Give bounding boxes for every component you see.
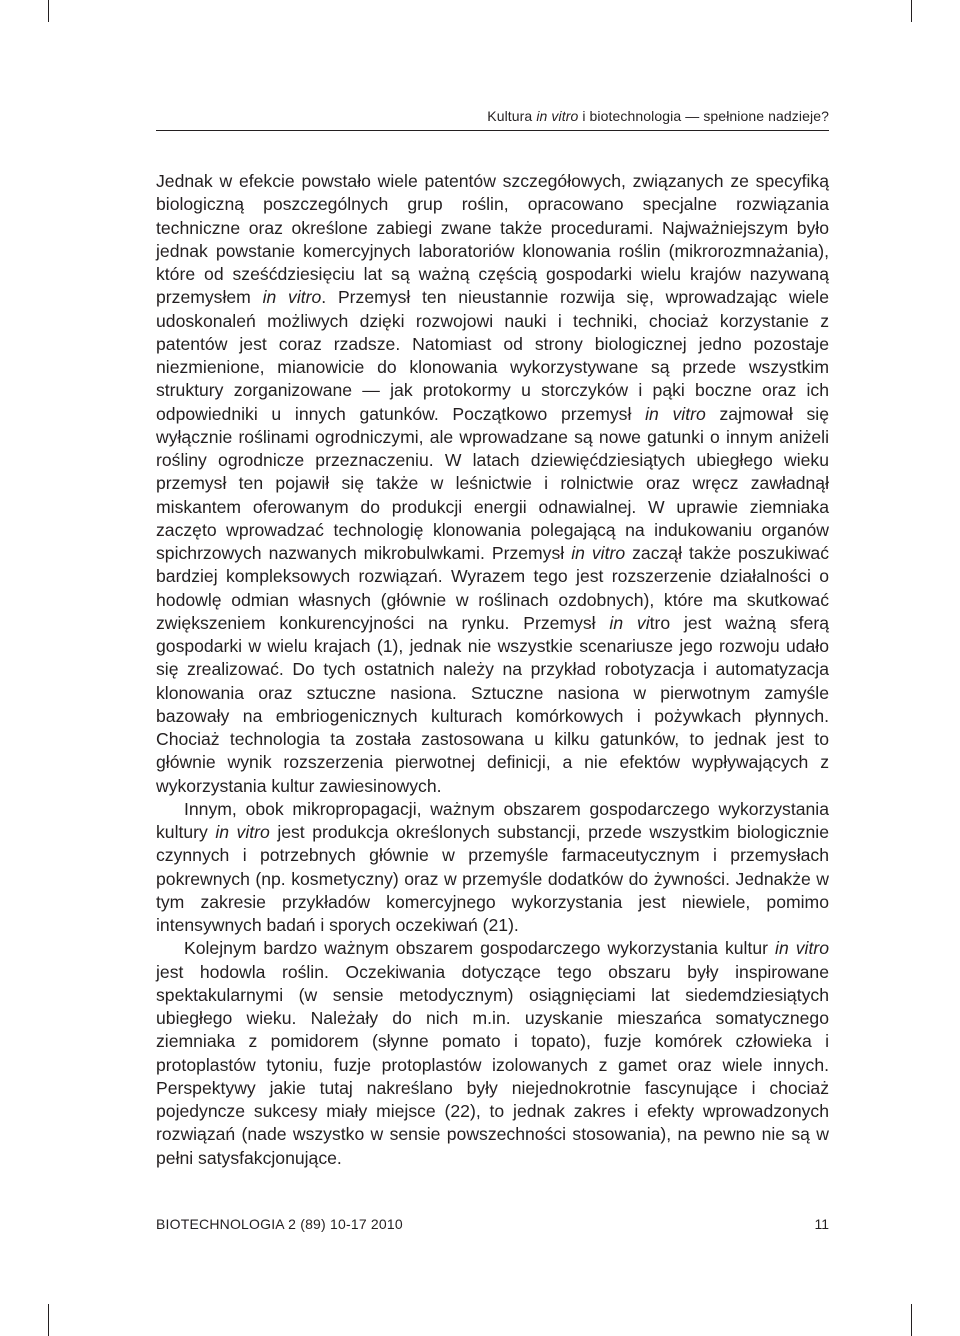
italic-term: in vi: [609, 612, 650, 633]
header-rule: [156, 130, 829, 131]
paragraph-text: jest hodowla roślin. Oczekiwania dotyczące tego obszaru były inspirowane spektakularnymi (w sensie metodycznym) osiągnięciami lat siedemdziesiątych ubiegłego wieku. Należały do nich m.in. uzyskanie mieszańca somatycznego ziemniaka z pomidorem (słynne pomato i topato), fuzje komórek człowieka i protoplastów tytoniu, fuzje protoplastów izolowanych z gamet oraz wiele innych. Perspektywy jakie tutaj nakreślano były niejednokrotnie fascynujące i chociaż pojedyncze sukcesy miały miejsce (22), to jednak zakres i efekty wprowadzonych rozwiązań (nade wszystko w sensie powszechności stosowania), na pewno nie są w pełni satysfakcjonujące.: [156, 961, 829, 1168]
running-header-text-end: i biotechnologia — spełnione nadzieje?: [578, 108, 829, 124]
paragraph-text: . Przemysł ten nieustannie rozwija się, wprowadzając wiele udoskonaleń możliwych dzięki rozwojowi nauki i techniki, chociaż korzystanie z patentów jest coraz rzadsze. Natomiast od strony biologicznej jedno pozostaje niezmienione, mianowicie do klonowania wykorzystywane są przede wszystkim struktury zorganizowane — jak protokormy u storczyków i pąki boczne oraz ich odpowiedniki u innych gatunków. Początkowo przemysł: [156, 287, 830, 424]
italic-term: in vitro: [262, 287, 322, 308]
italic-term: in vitro: [645, 403, 706, 424]
article-body: [156, 170, 829, 1170]
italic-term: in vitro: [571, 543, 626, 563]
paragraph-text: zajmował się wyłącznie roślinami ogrodniczymi, ale wprowadzane są nowe gatunki o innym aniżeli rośliny ogrodnicze przeznaczeniu. W latach dziewięćdziesiątych ubiegłego wieku przemysł ten pojawił się także w leśnictwie i rolnictwie oraz wręcz zawładnął miskantem oferowanym do produkcji energii odnawialnej. W uprawie ziemniaka zaczęto wprowadzać technologię klonowania polegającą na indukowaniu organów spichrzowych nazwanych mikrobulwkami. Przemysł: [156, 403, 829, 563]
crop-mark-bottom-right: [911, 1304, 912, 1336]
paragraph-text: Kolejnym bardzo ważnym obszarem gospodarczego wykorzystania kultur: [184, 938, 776, 959]
paragraph-text: zaczął także poszukiwać bardziej kompleksowych rozwiązań. Wyrazem tego jest rozszerzenie działalności o hodowlę odmian własnych (głównie w roślinach ozdobnych), które ma skutkować zwiększeniem konkurencyjności na rynku. Przemysł: [156, 543, 829, 633]
paragraph-text: tro jest ważną sferą gospodarki w wielu krajach (1), jednak nie wszystkie scenariusze jego rozwoju udało się zrealizować. Do tych ostatnich należy na przykład robotyzacja i automatyzacja klonowania oraz sztuczne nasiona. Sztuczne nasiona w pierwotnym zamyśle bazowały na embriogenicznych kulturach komórkowych i pożywkach płynnych. Chociaż technologia ta została zastosowana u kilku gatunków, to jednak jest to głównie wynik rozszerzenia pierwotnej definicji, a nie efektów wypływających z wykorzystania kultur zawiesinowych.: [156, 612, 829, 796]
journal-citation: BIOTECHNOLOGIA 2 (89) 10-17 2010: [156, 1216, 403, 1232]
paragraph-text: Jednak w efekcie powstało wiele patentów szczegółowych, związanych ze specyfiką biologiczną poszczególnych grup roślin, opracowano specjalne rozwiązania techniczne oraz określone zabiegi zwane także procedurami. Najważniejszym było jednak powstanie komercyjnych laboratoriów klonowania roślin (mikrorozmnażania), które od sześćdziesięciu lat są ważną częścią gospodarki wielu krajów nazywaną przemysłem: [156, 171, 829, 308]
running-header: [156, 106, 829, 126]
running-header-italic: in vitro: [536, 108, 579, 124]
paragraph: [156, 170, 829, 798]
crop-mark-bottom-left: [48, 1304, 49, 1336]
paragraph: [156, 798, 829, 938]
crop-mark-top-right: [911, 0, 912, 22]
italic-term: in vitro: [215, 822, 270, 842]
paragraph-text: jest produkcja określonych substancji, przede wszystkim biologicznie czynnych i potrzebnych głównie w przemyśle farmaceutycznym i przemysłach pokrewnych (np. kosmetyczny) oraz w przemyśle dodatków do żywności. Jednakże w tym zakresie przykładów komercyjnego wykorzystania jest niewiele, pomimo intensywnych badań i sporych oczekiwań (21).: [156, 822, 829, 935]
paragraph-text: Innym, obok mikropropagacji, ważnym obszarem gospodarczego wykorzystania kultury: [156, 798, 829, 842]
crop-mark-top-left: [48, 0, 49, 22]
running-header-text: Kultura: [487, 108, 537, 124]
italic-term: in vitro: [775, 938, 830, 959]
page-number: 11: [814, 1216, 829, 1232]
paragraph: [156, 937, 829, 1170]
